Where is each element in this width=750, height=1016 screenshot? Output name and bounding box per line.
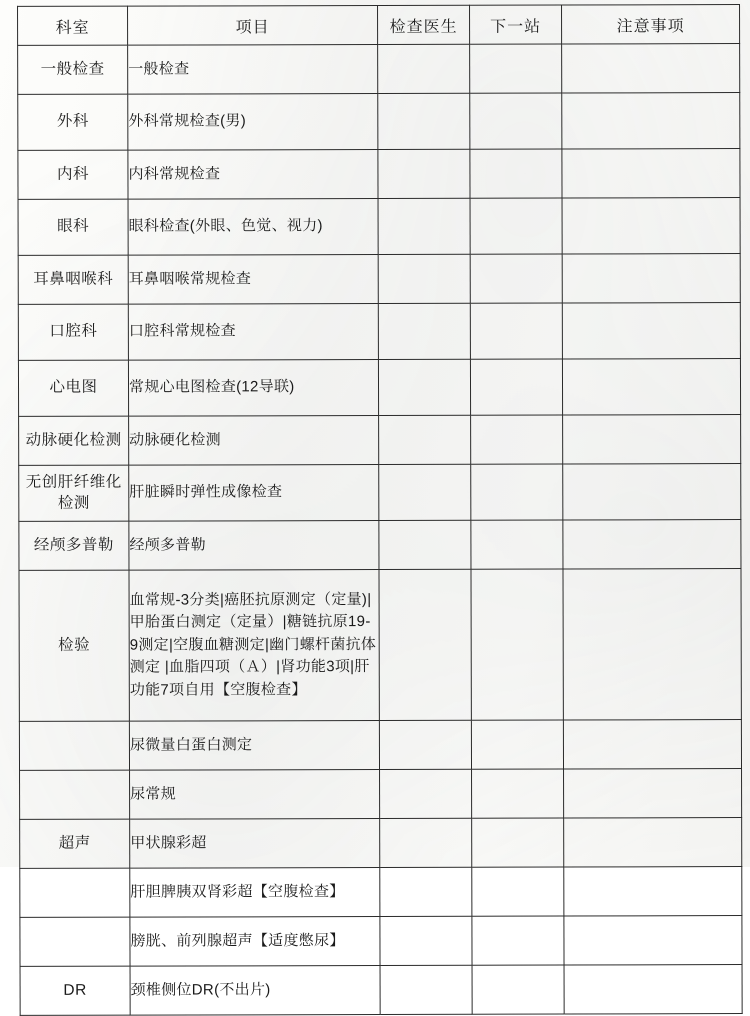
- cell-item: 内科常规检查: [128, 149, 378, 199]
- cell-next-station[interactable]: [472, 965, 564, 1014]
- cell-next-station[interactable]: [470, 303, 562, 359]
- cell-next-station[interactable]: [470, 149, 562, 198]
- cell-doctor[interactable]: [379, 569, 471, 720]
- cell-note[interactable]: [562, 93, 740, 149]
- cell-department: 检验: [19, 570, 129, 721]
- cell-department: [19, 721, 129, 770]
- exam-items-table: [17, 4, 743, 1016]
- cell-next-station[interactable]: [470, 198, 562, 254]
- cell-doctor[interactable]: [379, 415, 471, 464]
- cell-note[interactable]: [563, 569, 741, 720]
- cell-note[interactable]: [562, 359, 740, 415]
- column-header-notes: 注意事项: [562, 5, 740, 44]
- cell-next-station[interactable]: [471, 720, 563, 769]
- cell-note[interactable]: [562, 303, 740, 359]
- cell-next-station[interactable]: [471, 569, 563, 720]
- cell-department: 心电图: [18, 360, 128, 416]
- cell-item: 耳鼻咽喉常规检查: [128, 254, 378, 304]
- column-header-next-station: 下一站: [470, 5, 562, 44]
- cell-item: 外科常规检查(男): [128, 93, 378, 150]
- cell-doctor[interactable]: [380, 867, 472, 916]
- cell-doctor[interactable]: [378, 198, 470, 254]
- cell-item: 尿常规: [130, 769, 380, 819]
- cell-department: 口腔科: [18, 304, 128, 360]
- table-row: [19, 520, 741, 571]
- table-header: [18, 5, 740, 46]
- cell-doctor[interactable]: [378, 254, 470, 303]
- column-header-item: 项目: [128, 5, 378, 45]
- cell-note[interactable]: [564, 916, 742, 965]
- table-header-row: [18, 5, 740, 46]
- cell-next-station[interactable]: [472, 916, 564, 965]
- cell-next-station[interactable]: [471, 520, 563, 569]
- cell-department: [20, 917, 130, 966]
- cell-note[interactable]: [562, 149, 740, 198]
- table-row: [19, 569, 741, 722]
- cell-next-station[interactable]: [470, 359, 562, 415]
- cell-department: 外科: [18, 94, 128, 150]
- cell-item: 颈椎侧位DR(不出片): [130, 965, 380, 1015]
- table-row: [20, 965, 742, 1016]
- table-body: [18, 44, 743, 1016]
- cell-doctor[interactable]: [379, 720, 471, 769]
- cell-item: 肝脏瞬时弹性成像检查: [129, 464, 379, 521]
- table-row: [18, 44, 740, 95]
- cell-doctor[interactable]: [379, 520, 471, 569]
- cell-doctor[interactable]: [378, 149, 470, 198]
- table-row: [20, 769, 742, 820]
- table-row: [19, 720, 741, 771]
- cell-note[interactable]: [562, 254, 740, 303]
- cell-doctor[interactable]: [378, 303, 470, 359]
- cell-doctor[interactable]: [378, 359, 470, 415]
- cell-next-station[interactable]: [472, 769, 564, 818]
- cell-item: 经颅多普勒: [129, 520, 379, 570]
- cell-note[interactable]: [564, 867, 742, 916]
- cell-item: 常规心电图检查(12导联): [128, 359, 378, 416]
- table-row: [19, 464, 741, 522]
- cell-department: 眼科: [18, 199, 128, 255]
- cell-doctor[interactable]: [380, 965, 472, 1014]
- cell-item: 肝胆脾胰双肾彩超【空腹检查】: [130, 867, 380, 917]
- cell-note[interactable]: [563, 415, 741, 464]
- cell-next-station[interactable]: [472, 867, 564, 916]
- cell-note[interactable]: [562, 44, 740, 93]
- cell-item: 眼科检查(外眼、色觉、视力): [128, 198, 378, 255]
- cell-department: [20, 868, 130, 917]
- cell-next-station[interactable]: [470, 254, 562, 303]
- cell-item: 尿微量白蛋白测定: [129, 720, 379, 770]
- cell-doctor[interactable]: [380, 818, 472, 867]
- table-row: [19, 415, 741, 466]
- cell-department: [20, 770, 130, 819]
- column-header-doctor: 检查医生: [378, 5, 470, 44]
- cell-department: 经颅多普勒: [19, 521, 129, 570]
- cell-next-station[interactable]: [471, 464, 563, 520]
- cell-department: DR: [20, 966, 130, 1015]
- cell-department: 一般检查: [18, 45, 128, 94]
- cell-department: 无创肝纤维化检测: [19, 465, 129, 521]
- cell-doctor[interactable]: [380, 916, 472, 965]
- cell-note[interactable]: [562, 198, 740, 254]
- cell-note[interactable]: [563, 720, 741, 769]
- table-row: [18, 149, 740, 200]
- table-row: [20, 916, 742, 967]
- cell-doctor[interactable]: [379, 464, 471, 520]
- table-row: [18, 254, 740, 305]
- cell-item: 膀胱、前列腺超声【适度憋尿】: [130, 916, 380, 966]
- cell-item: 动脉硬化检测: [129, 415, 379, 465]
- cell-note[interactable]: [563, 520, 741, 569]
- column-header-department: 科室: [18, 6, 128, 45]
- table-row: [20, 867, 742, 918]
- cell-note[interactable]: [564, 818, 742, 867]
- cell-doctor[interactable]: [380, 769, 472, 818]
- cell-item: 血常规-3分类|癌胚抗原测定（定量)|甲胎蛋白测定（定量）|糖链抗原19-9测定|空腹血糖测定|幽门螺杆菌抗体测定 |血脂四项（Ａ）|肾功能3项|肝功能7项自用【空腹检查】: [129, 569, 379, 721]
- cell-next-station[interactable]: [472, 818, 564, 867]
- cell-note[interactable]: [564, 769, 742, 818]
- table-row: [18, 198, 740, 256]
- cell-doctor[interactable]: [378, 93, 470, 149]
- cell-item: 口腔科常规检查: [128, 303, 378, 360]
- table-row: [18, 359, 740, 417]
- table-row: [18, 303, 740, 361]
- cell-department: 耳鼻咽喉科: [18, 255, 128, 304]
- cell-department: 动脉硬化检测: [19, 416, 129, 465]
- cell-doctor[interactable]: [378, 44, 470, 93]
- table-row: [18, 93, 740, 151]
- cell-item: 一般检查: [128, 44, 378, 94]
- cell-department: 内科: [18, 150, 128, 199]
- cell-next-station[interactable]: [471, 415, 563, 464]
- cell-item: 甲状腺彩超: [130, 818, 380, 868]
- cell-department: 超声: [20, 819, 130, 868]
- cell-next-station[interactable]: [470, 93, 562, 149]
- cell-note[interactable]: [563, 464, 741, 520]
- table-row: [20, 818, 742, 869]
- cell-next-station[interactable]: [470, 44, 562, 93]
- cell-note[interactable]: [564, 965, 742, 1014]
